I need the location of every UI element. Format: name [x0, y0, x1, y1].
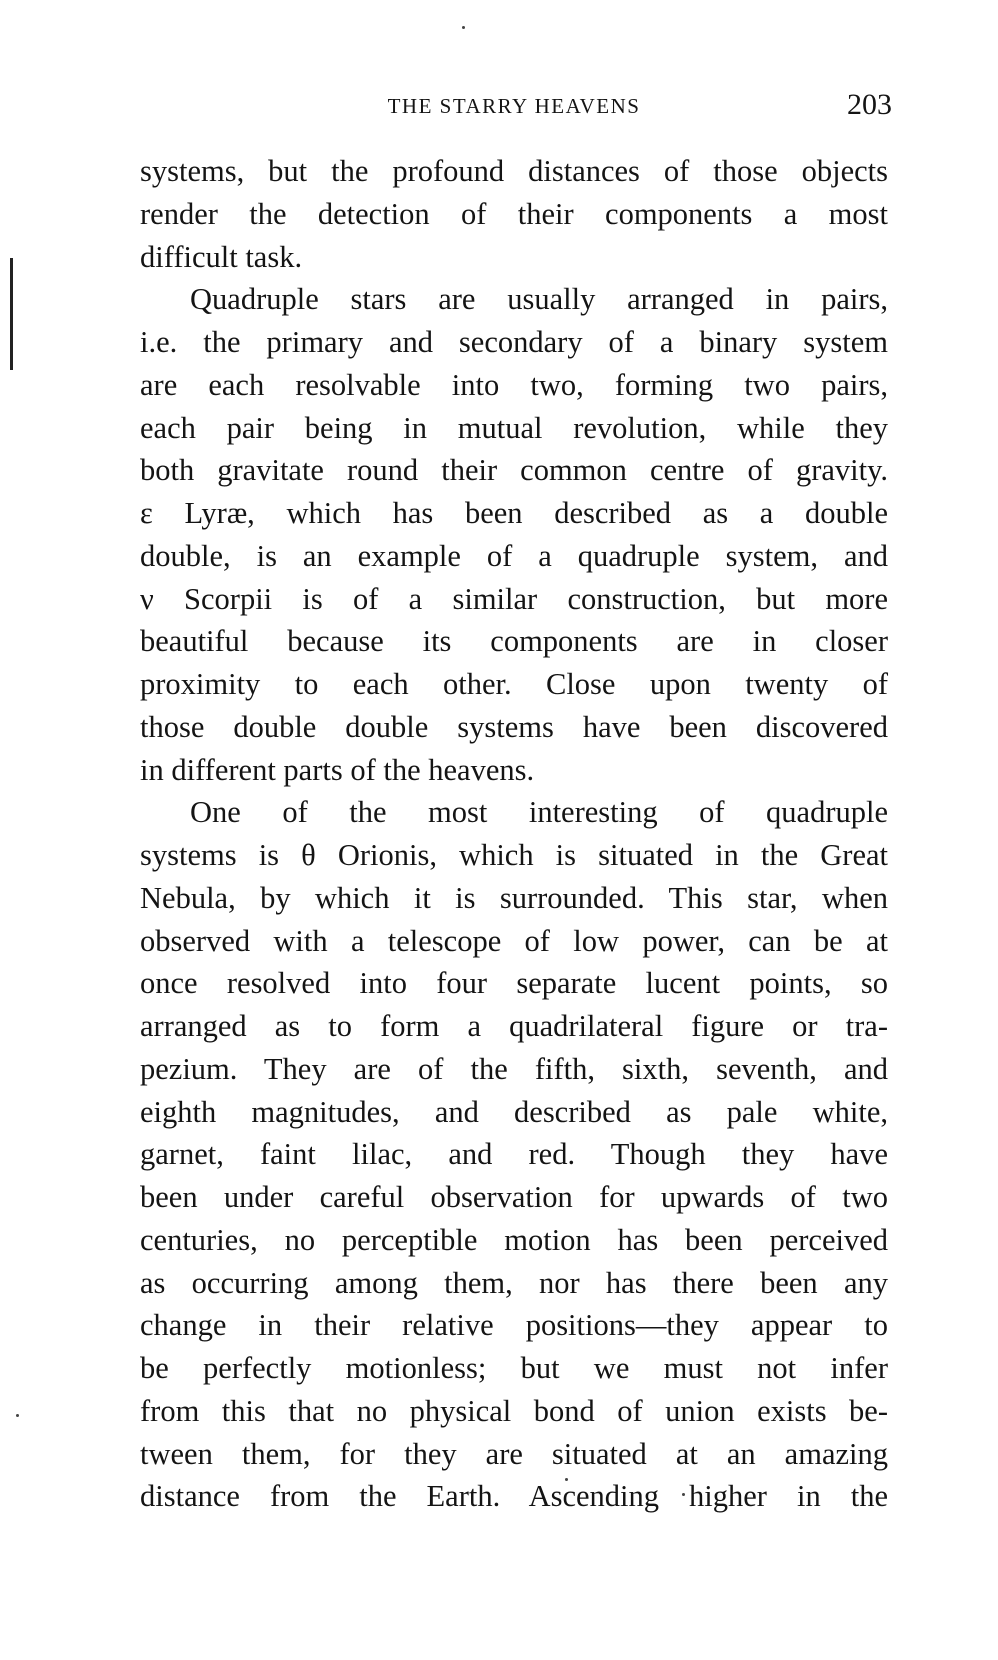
text-line: as occurring among them, nor has there been any — [140, 1265, 888, 1300]
text-line: change in their relative positions—they appear to — [140, 1308, 888, 1343]
text-line: systems is θ Orionis, which is situated in the Great — [140, 838, 888, 872]
text-line: One of the most interesting of quadruple — [190, 795, 888, 830]
text-line: double, is an example of a quadruple system, and — [140, 538, 888, 573]
text-line: distance from the Earth. Ascending higher in the — [140, 1479, 888, 1514]
text-line: ε Lyræ, which has been described as a double — [140, 496, 888, 530]
text-line: in different parts of the heavens. — [140, 752, 535, 787]
text-line: be perfectly motionless; but we must not infer — [140, 1351, 888, 1385]
text-line: difficult task. — [140, 239, 303, 274]
text-line: eighth magnitudes, and described as pale white, — [140, 1094, 888, 1129]
scan-speck — [16, 1414, 19, 1417]
text-line: systems, but the profound distances of those objects — [140, 154, 888, 188]
text-line: i.e. the primary and secondary of a binary system — [140, 325, 888, 359]
text-line: Quadruple stars are usually arranged in pairs, — [190, 282, 888, 317]
text-line: pezium. They are of the fifth, sixth, seventh, and — [140, 1051, 888, 1086]
text-line: observed with a telescope of low power, can be at — [140, 923, 888, 958]
text-line: both gravitate round their common centre of gravity. — [140, 453, 888, 488]
text-line: are each resolvable into two, forming two pairs, — [140, 367, 888, 402]
page-number: 203 — [847, 88, 892, 121]
body-text — [140, 150, 888, 1518]
text-line: garnet, faint lilac, and red. Though they have — [140, 1137, 888, 1172]
text-line: tween them, for they are situated at an amazing — [140, 1436, 888, 1471]
text-line: proximity to each other. Close upon twenty of — [140, 667, 888, 701]
text-line: beautiful because its components are in closer — [140, 624, 888, 659]
text-line: once resolved into four separate lucent points, so — [140, 966, 888, 1001]
text-line: those double double systems have been discovered — [140, 709, 888, 744]
running-head — [140, 88, 892, 128]
running-title: THE STARRY HEAVENS — [387, 94, 641, 118]
text-line: ν Scorpii is of a similar construction, but more — [140, 581, 888, 616]
margin-bar — [10, 258, 13, 370]
text-line: arranged as to form a quadrilateral figure or tra- — [140, 1009, 888, 1043]
text-line: been under careful observation for upwards of two — [140, 1180, 888, 1214]
text-line: centuries, no perceptible motion has been perceived — [140, 1222, 888, 1257]
text-line: Nebula, by which it is surrounded. This star, when — [140, 880, 888, 915]
text-line: from this that no physical bond of union exists be- — [140, 1393, 888, 1428]
text-line: render the detection of their components a most — [140, 196, 888, 231]
text-line: each pair being in mutual revolution, while they — [140, 410, 888, 445]
scan-speck — [462, 26, 465, 29]
